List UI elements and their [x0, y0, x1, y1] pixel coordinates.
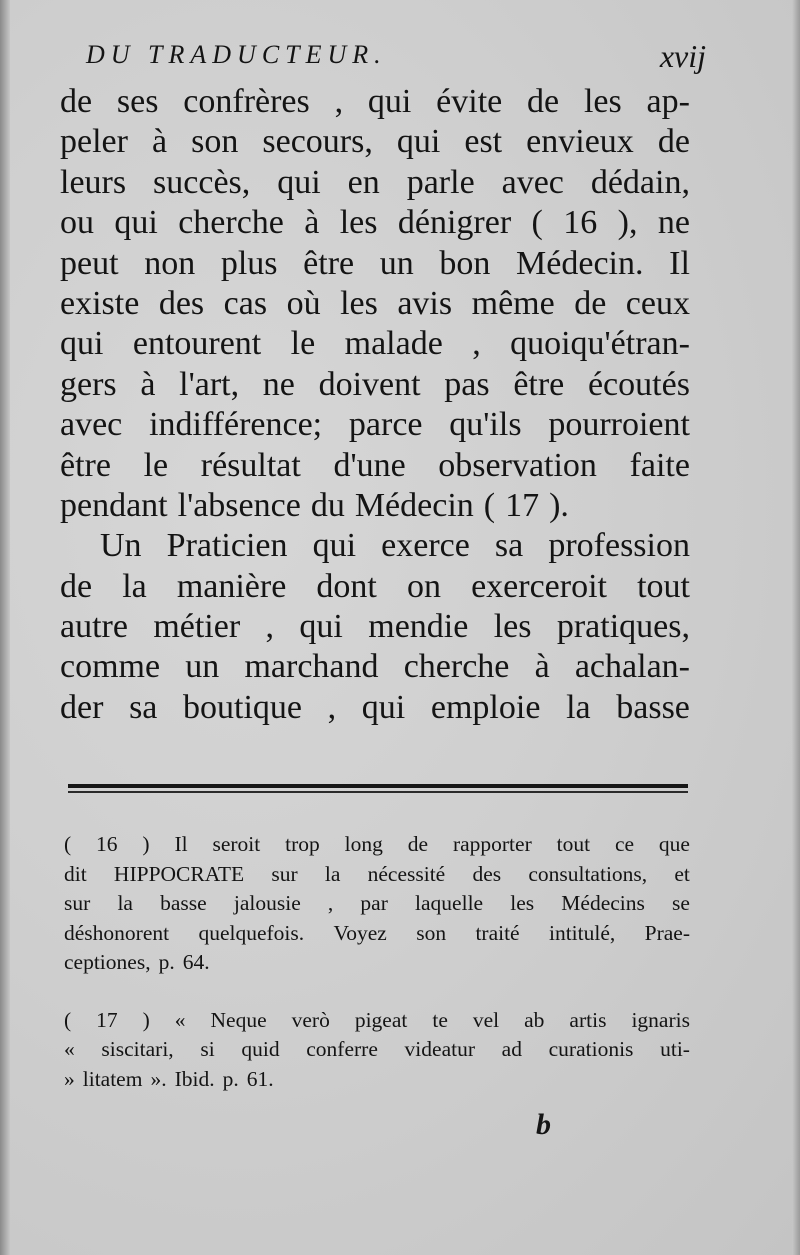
word: artis [569, 1007, 607, 1032]
word: parle [406, 163, 475, 201]
word: qui [299, 608, 343, 646]
word: Médecin. [516, 244, 644, 282]
word: seroit [212, 832, 261, 856]
word: curationis [548, 1037, 634, 1061]
word: leurs [60, 163, 127, 201]
word: peut [60, 244, 119, 282]
word: siscitari, [101, 1037, 174, 1061]
word: te [432, 1007, 448, 1032]
word: ), [617, 204, 638, 242]
word: pendant [60, 486, 168, 524]
word: secours, [262, 123, 373, 161]
body-line [60, 567, 690, 607]
body-line [60, 405, 690, 445]
body-line [60, 486, 690, 526]
body-line [60, 82, 690, 122]
word: Médecin [354, 486, 474, 524]
word: vel [472, 1007, 500, 1032]
word: déshonorent [64, 920, 170, 945]
word: ab [524, 1007, 545, 1032]
footnote-line [64, 1006, 690, 1036]
word: ). [549, 486, 569, 524]
word: bon [439, 244, 491, 282]
word: plus [220, 244, 278, 282]
body-line [60, 526, 690, 566]
word: l'art, [179, 365, 240, 403]
body-line [60, 163, 690, 203]
word: ap- [646, 83, 690, 120]
word: pigeat [354, 1007, 408, 1032]
word: observation [438, 446, 597, 484]
word: ceptiones, [64, 950, 151, 974]
word: qui [312, 527, 357, 565]
body-line [60, 203, 690, 243]
word: « [64, 1037, 75, 1061]
word: du [310, 486, 345, 524]
word: boutique [183, 688, 303, 726]
word: malade [344, 325, 443, 363]
word: en [347, 163, 380, 201]
footnote-16 [64, 830, 690, 978]
word: videatur [404, 1037, 475, 1061]
word: ceux [625, 284, 690, 322]
word: succès, [153, 163, 251, 201]
word: tout [637, 567, 690, 605]
word: mendie [368, 608, 469, 646]
word: ( [483, 486, 496, 524]
footnote-line [64, 948, 690, 978]
word: pourroient [548, 406, 690, 444]
word: par [360, 891, 388, 915]
word: sa [494, 527, 524, 565]
word: comme [60, 648, 161, 686]
word: marchand [244, 648, 379, 686]
body-line [60, 688, 690, 728]
word: der [60, 688, 104, 726]
word: verò [291, 1007, 330, 1032]
word: 17 [96, 1007, 118, 1032]
word: cas [223, 284, 268, 322]
word: non [144, 244, 196, 282]
footnote-rule-thin [68, 791, 688, 793]
footnote-17 [64, 1006, 690, 1095]
word: autre [60, 608, 128, 646]
word: 61. [246, 1066, 274, 1091]
word: de [60, 83, 93, 120]
word: dit [64, 861, 87, 886]
body-line [60, 324, 690, 364]
word: rapporter [452, 832, 532, 856]
word: est [464, 123, 503, 161]
word: existe [60, 284, 140, 322]
word: entourent [132, 325, 262, 363]
word: , [265, 608, 275, 646]
word: nécessité [367, 861, 446, 886]
footnote-line [64, 860, 690, 890]
word: avec [501, 163, 564, 201]
word: ne [262, 365, 295, 403]
word: pratiques, [556, 608, 690, 646]
word: les [510, 891, 535, 915]
word: faite [629, 446, 690, 484]
word: intitulé, [548, 920, 616, 945]
footnote-line [64, 830, 690, 860]
word: « [174, 1007, 186, 1032]
word: laquelle [415, 891, 484, 915]
word: se [672, 891, 690, 915]
word: basse [160, 891, 207, 915]
word: Prae- [644, 920, 690, 945]
word: , [472, 325, 481, 363]
word: le [143, 446, 169, 484]
word: ad [501, 1037, 522, 1061]
body-line [60, 284, 690, 324]
word: résultat [200, 446, 301, 484]
word: un [379, 244, 414, 282]
footnote-line [64, 1065, 690, 1095]
word: ( [531, 204, 543, 242]
word: ». [150, 1066, 167, 1091]
word: ) [142, 832, 150, 856]
page-edge-left [0, 0, 10, 1255]
word: pas [444, 365, 490, 403]
word: la [324, 861, 341, 886]
word: des [472, 861, 502, 886]
word: les [339, 204, 378, 242]
word: envieux [526, 123, 634, 161]
body-line [60, 122, 690, 162]
word: consultations, [528, 861, 648, 886]
word: avis [397, 284, 453, 322]
word: uti- [660, 1037, 690, 1061]
word: qui [367, 83, 412, 120]
word: qui [277, 163, 321, 201]
word: conferre [306, 1037, 378, 1061]
word: ignaris [631, 1007, 690, 1032]
word: son [416, 920, 447, 945]
body-line [60, 365, 690, 405]
word: être [60, 446, 111, 484]
word: dénigrer [397, 204, 512, 242]
word: achalan- [574, 648, 690, 686]
body-line [60, 244, 690, 284]
word: Voyez [333, 920, 387, 945]
word: 16 [563, 204, 598, 242]
word: les [583, 83, 622, 120]
word: évite [436, 83, 503, 120]
word: cherche [178, 204, 284, 242]
word: la [122, 567, 147, 605]
word: avec [60, 406, 123, 444]
word: p. [222, 1066, 239, 1091]
footnote-line [64, 889, 690, 919]
word: confrères [183, 83, 310, 120]
word: quid [241, 1037, 280, 1061]
word: sur [64, 891, 91, 915]
footnote-line [64, 919, 690, 949]
word: tout [556, 832, 591, 856]
word: ( [64, 832, 72, 856]
word: , [327, 688, 337, 726]
word: 64. [182, 950, 210, 974]
running-header [86, 38, 706, 88]
word: » [64, 1066, 75, 1091]
word: écoutés [587, 365, 690, 403]
word: trop [285, 832, 320, 856]
word: litatem [82, 1066, 143, 1091]
signature-mark: b [536, 1108, 551, 1141]
word: exerceroit [471, 567, 607, 605]
word: à [151, 123, 168, 161]
word: ses [116, 83, 159, 120]
word: Praticien [166, 527, 288, 565]
word: à [304, 204, 320, 242]
word: son [191, 123, 239, 161]
word: Il [669, 244, 690, 282]
word: un [185, 648, 220, 686]
page-number: xvij [659, 38, 706, 74]
word: qui [361, 688, 406, 726]
word: le [290, 325, 316, 363]
word: la [117, 891, 133, 915]
word: la [566, 688, 591, 726]
word: de [407, 832, 429, 856]
word: 17 [505, 486, 540, 524]
word: Médecins [561, 891, 645, 915]
word: basse [616, 688, 690, 726]
word: être [303, 244, 355, 282]
page-edge-right [792, 0, 800, 1255]
word: sa [129, 688, 158, 726]
word: indifférence; [149, 406, 323, 444]
word: métier [153, 608, 241, 646]
word: dédain, [590, 163, 690, 201]
word: de [527, 83, 560, 120]
word: 16 [96, 832, 118, 856]
word: , [334, 83, 344, 120]
body-line [60, 607, 690, 647]
word: ce [614, 832, 635, 856]
word: quoiqu'étran- [510, 325, 690, 363]
word: ou [60, 204, 94, 242]
word: des [158, 284, 205, 322]
word: parce [348, 406, 423, 444]
word: doivent [318, 365, 421, 403]
word: qui [114, 204, 158, 242]
body-line [60, 647, 690, 687]
word: qu'ils [449, 406, 522, 444]
word: long [344, 832, 383, 856]
word: quelquefois. [198, 920, 305, 945]
word: gers [60, 365, 117, 403]
word: ( [64, 1007, 72, 1032]
word: si [200, 1037, 215, 1061]
word: même [471, 284, 555, 322]
word: les [340, 284, 378, 322]
word: , [327, 891, 334, 915]
word: traité [475, 920, 520, 945]
word: p. [158, 950, 175, 974]
word: de [657, 123, 690, 161]
word: on [406, 567, 441, 605]
word: dont [316, 567, 377, 605]
word: ) [142, 1007, 150, 1032]
word: à [534, 648, 550, 686]
word: où [286, 284, 321, 322]
word: Neque [210, 1007, 267, 1032]
word: à [140, 365, 156, 403]
word: exerce [381, 527, 470, 565]
word: ne [657, 204, 690, 242]
word: emploie [430, 688, 541, 726]
word: cherche [403, 648, 510, 686]
word: profession [548, 527, 690, 565]
word: que [658, 832, 690, 856]
word: sur [271, 861, 298, 886]
word: l'absence [177, 486, 301, 524]
word: jalousie [233, 891, 301, 915]
footnote-line [64, 1035, 690, 1065]
word: Un [100, 527, 142, 565]
word: d'une [333, 446, 406, 484]
word: peler [60, 123, 128, 161]
word: Il [174, 832, 188, 856]
footnotes [64, 830, 690, 1094]
body-line [60, 446, 690, 486]
running-title: DU TRADUCTEUR. [86, 40, 387, 69]
word: HIPPOCRATE [113, 861, 245, 886]
word: manière [176, 567, 287, 605]
footnote-rule [68, 784, 688, 788]
body-text [60, 82, 690, 728]
word: qui [396, 123, 441, 161]
word: et [674, 861, 690, 886]
word: de [60, 567, 93, 605]
word: les [493, 608, 532, 646]
word: qui [60, 325, 104, 363]
word: être [513, 365, 565, 403]
word: Ibid. [174, 1066, 215, 1091]
word: de [574, 284, 607, 322]
